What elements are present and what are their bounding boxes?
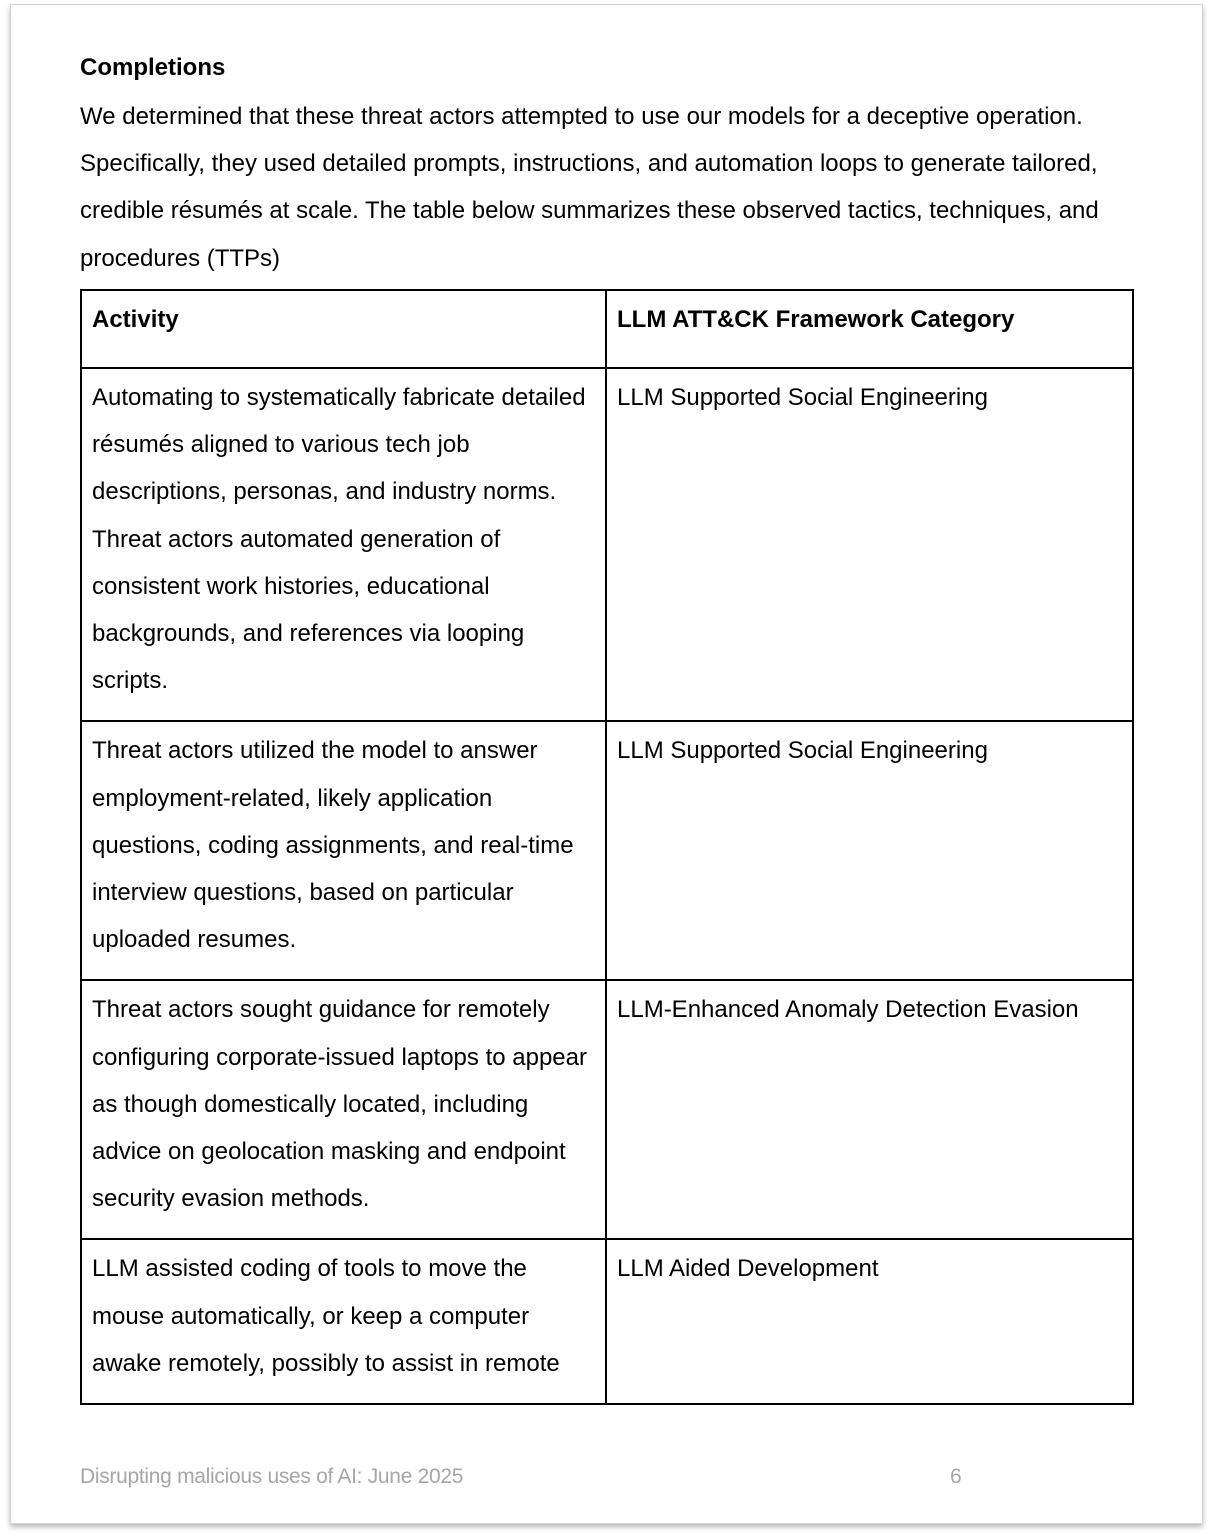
table-header-row bbox=[81, 290, 1133, 368]
intro-paragraph: We determined that these threat actors attempted to use our models for a deceptive operation. Specifically, they used detailed prompts, instructions, and automation loops to generate tailored, credible résumés at scale. The table below summarizes these observed tactics, techniques, and procedures (TTPs) bbox=[80, 103, 1099, 272]
table-row bbox=[81, 721, 1133, 980]
section-heading: Completions bbox=[80, 54, 226, 81]
category-cell: LLM Supported Social Engineering bbox=[606, 368, 1133, 721]
category-cell: LLM Aided Development bbox=[606, 1239, 1133, 1404]
activity-cell: Threat actors utilized the model to answer employment-related, likely application questions, coding assignments, and real-time interview questions, based on particular uploaded resumes. bbox=[81, 721, 606, 980]
page-number: 6 bbox=[950, 1465, 962, 1488]
category-cell: LLM Supported Social Engineering bbox=[606, 721, 1133, 980]
header-activity: Activity bbox=[81, 290, 606, 368]
footer-title: Disrupting malicious uses of AI: June 2025 bbox=[80, 1465, 464, 1488]
table-row bbox=[81, 368, 1133, 721]
ttp-table bbox=[80, 289, 1134, 1405]
activity-cell: Threat actors sought guidance for remotely configuring corporate-issued laptops to appear as though domestically located, including advice on geolocation masking and endpoint security evasion methods. bbox=[81, 980, 606, 1239]
header-category: LLM ATT&CK Framework Category bbox=[606, 290, 1133, 368]
table-row bbox=[81, 980, 1133, 1239]
activity-cell: Automating to systematically fabricate detailed résumés aligned to various tech job descriptions, personas, and industry norms. Threat actors automated generation of consistent work histories, educational backgrounds, and references via looping scripts. bbox=[81, 368, 606, 721]
table-row bbox=[81, 1239, 1133, 1404]
activity-cell: LLM assisted coding of tools to move the mouse automatically, or keep a computer awake remotely, possibly to assist in remote bbox=[81, 1239, 606, 1404]
category-cell: LLM-Enhanced Anomaly Detection Evasion bbox=[606, 980, 1133, 1239]
